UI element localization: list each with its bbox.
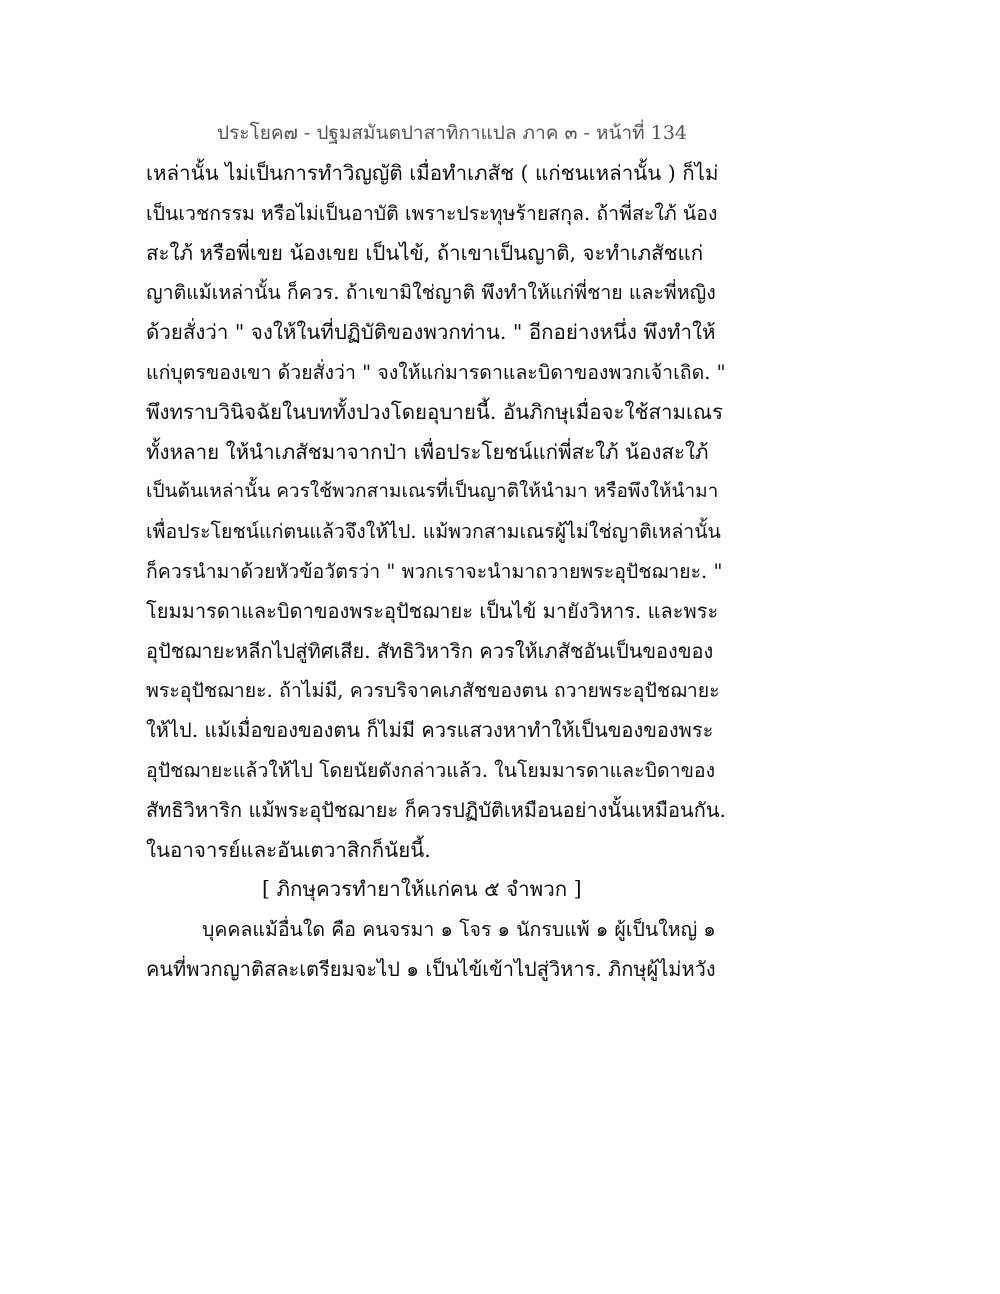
text-line: สัทธิวิหาริก แม้พระอุปัชฌายะ ก็ควรปฏิบัติเหมือนอย่างนั้นเหมือนกัน.	[146, 797, 726, 822]
paragraph-first-line: บุคคลแม้อื่นใด คือ คนจรมา ๑ โจร ๑ นักรบแพ้ ๑ ผู้เป็นใหญ่ ๑	[202, 918, 716, 942]
text-line: อุปัชฌายะแล้วให้ไป โดยนัยดังกล่าวแล้ว. ในโยมมารดาและบิดาของ	[146, 758, 716, 782]
text-line: ก็ควรนำมาด้วยหัวข้อวัตรว่า " พวกเราจะนำมาถวายพระอุปัชฌายะ. "	[146, 559, 723, 583]
text-line: แก่บุตรของเขา ด้วยสั่งว่า " จงให้แก่มารดาและบิดาของพวกเจ้าเถิด. "	[146, 360, 726, 384]
text-line: ในอาจารย์และอันเตวาสิกก็นัยนี้.	[146, 837, 431, 862]
text-line: เหล่านั้น ไม่เป็นการทำวิญญัติ เมื่อทำเภสัช ( แก่ชนเหล่านั้น ) ก็ไม่	[146, 161, 719, 185]
text-line: เพื่อประโยชน์แก่ตนแล้วจึงให้ไป. แม้พวกสามเณรผู้ไม่ใช่ญาติเหล่านั้น	[146, 520, 721, 544]
text-line: โยมมารดาและบิดาของพระอุปัชฌายะ เป็นไข้ มายังวิหาร. และพระ	[146, 598, 719, 623]
running-header: ประโยค๗ - ปฐมสมันตปาสาทิกาแปล ภาค ๓ - หน้าที่ 134	[217, 122, 687, 144]
text-line: เป็นเวชกรรม หรือไม่เป็นอาบัติ เพราะประทุษร้ายสกุล. ถ้าพี่สะใภ้ น้อง	[146, 201, 718, 225]
page-body	[146, 154, 726, 990]
text-line: ให้ไป. แม้เมื่อของของตน ก็ไม่มี ควรแสวงหาทำให้เป็นของของพระ	[146, 718, 714, 743]
text-line: พึงทราบวินิจฉัยในบททั้งปวงโดยอุบายนี้. อันภิกษุเมื่อจะใช้สามเณร	[146, 399, 724, 424]
text-line: ด้วยสั่งว่า " จงให้ในที่ปฏิบัติของพวกท่าน. " อีกอย่างหนึ่ง พึงทำให้	[146, 320, 716, 345]
text-line: พระอุปัชฌายะ. ถ้าไม่มี, ควรบริจาคเภสัชของตน ถวายพระอุปัชฌายะ	[146, 679, 720, 703]
text-line: ญาติแม้เหล่านั้น ก็ควร. ถ้าเขามิใช่ญาติ พึงทำให้แก่พี่ชาย และพี่หญิง	[146, 281, 716, 305]
text-line: เป็นต้นเหล่านั้น ควรใช้พวกสามเณรที่เป็นญาติให้นำมา หรือพึงให้นำมา	[146, 480, 719, 503]
text-line: สะใภ้ หรือพี่เขย น้องเขย เป็นไข้, ถ้าเขาเป็นญาติ, จะทำเภสัชแก่	[146, 240, 704, 265]
section-heading: [ ภิกษุควรทำยาให้แก่คน ๕ จำพวก ]	[262, 877, 582, 902]
text-line: ทั้งหลาย ให้นำเภสัชมาจากป่า เพื่อประโยชน์แก่พี่สะใภ้ น้องสะใภ้	[146, 439, 709, 464]
text-line: อุปัชฌายะหลีกไปสู่ทิศเสีย. สัทธิวิหาริก ควรให้เภสัชอันเป็นของของ	[146, 638, 714, 663]
text-line: คนที่พวกญาติสละเตรียมจะไป ๑ เป็นไข้เข้าไปสู่วิหาร. ภิกษุผู้ไม่หวัง	[146, 956, 716, 981]
